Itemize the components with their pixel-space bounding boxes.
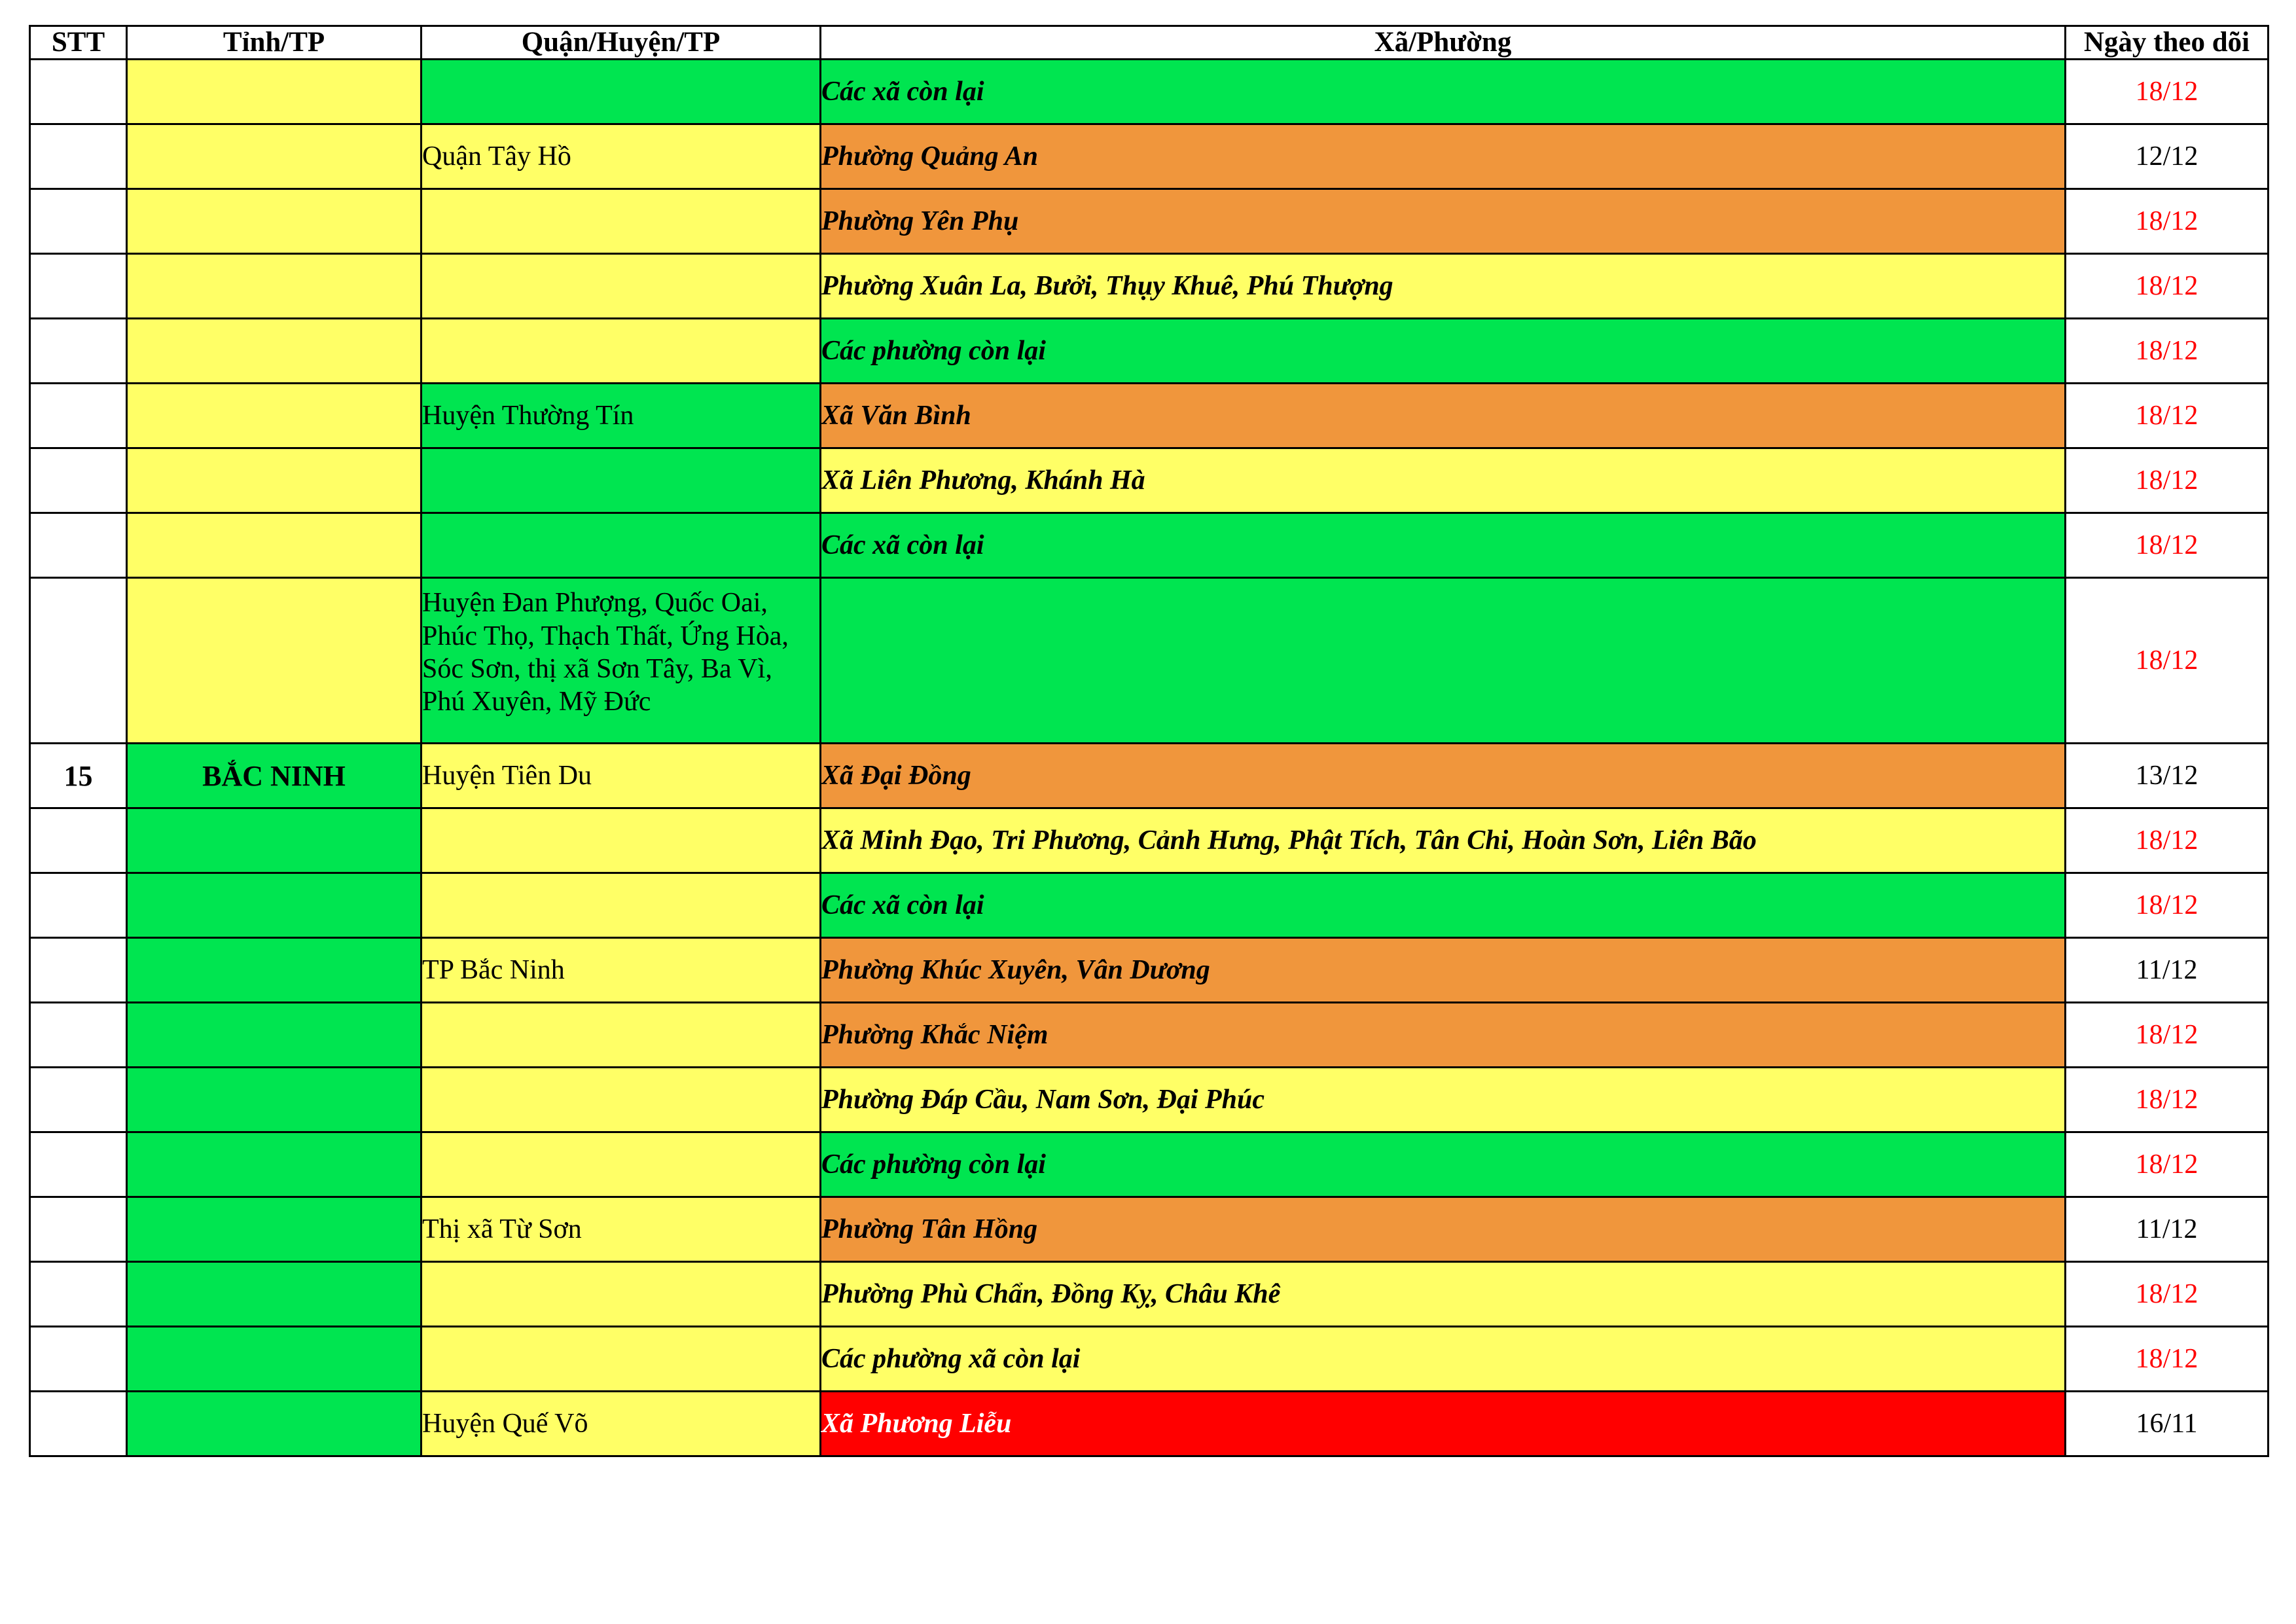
cell-district xyxy=(422,513,821,578)
cell-ward: Các xã còn lại xyxy=(821,60,2066,124)
cell-district xyxy=(422,1003,821,1068)
cell-province xyxy=(127,1197,422,1262)
column-header-district: Quận/Huyện/TP xyxy=(422,26,821,60)
cell-district: TP Bắc Ninh xyxy=(422,938,821,1003)
cell-stt xyxy=(30,1392,127,1456)
cell-district xyxy=(422,873,821,938)
cell-ward: Xã Đại Đồng xyxy=(821,744,2066,808)
cell-ward: Các xã còn lại xyxy=(821,873,2066,938)
epidemic-level-table xyxy=(29,25,2269,1457)
cell-ward: Phường Khắc Niệm xyxy=(821,1003,2066,1068)
table-row xyxy=(30,1003,2269,1068)
table-row xyxy=(30,1262,2269,1327)
cell-district xyxy=(422,1262,821,1327)
cell-date: 18/12 xyxy=(2066,1068,2269,1132)
cell-ward: Các xã còn lại xyxy=(821,513,2066,578)
cell-province xyxy=(127,1327,422,1392)
cell-stt: 15 xyxy=(30,744,127,808)
cell-district: Huyện Thường Tín xyxy=(422,384,821,448)
cell-stt xyxy=(30,60,127,124)
cell-date: 16/11 xyxy=(2066,1392,2269,1456)
cell-province xyxy=(127,808,422,873)
table-row xyxy=(30,60,2269,124)
cell-stt xyxy=(30,319,127,384)
cell-stt xyxy=(30,513,127,578)
cell-stt xyxy=(30,254,127,319)
cell-province xyxy=(127,513,422,578)
cell-district: Quận Tây Hồ xyxy=(422,124,821,189)
cell-province xyxy=(127,1132,422,1197)
cell-ward: Phường Xuân La, Bưởi, Thụy Khuê, Phú Thượng xyxy=(821,254,2066,319)
cell-date: 12/12 xyxy=(2066,124,2269,189)
cell-stt xyxy=(30,1068,127,1132)
table-row xyxy=(30,384,2269,448)
cell-date: 18/12 xyxy=(2066,319,2269,384)
cell-date: 18/12 xyxy=(2066,1262,2269,1327)
table-row xyxy=(30,1197,2269,1262)
cell-province xyxy=(127,319,422,384)
column-header-province: Tỉnh/TP xyxy=(127,26,422,60)
column-header-stt: STT xyxy=(30,26,127,60)
table-row xyxy=(30,1068,2269,1132)
cell-stt xyxy=(30,873,127,938)
cell-date: 18/12 xyxy=(2066,1003,2269,1068)
cell-district: Huyện Đan Phượng, Quốc Oai, Phúc Thọ, Thạch Thất, Ứng Hòa, Sóc Sơn, thị xã Sơn Tây, Ba Vì, Phú Xuyên, Mỹ Đức xyxy=(422,578,821,744)
table-row xyxy=(30,1392,2269,1456)
cell-date: 18/12 xyxy=(2066,873,2269,938)
cell-stt xyxy=(30,189,127,254)
cell-date: 11/12 xyxy=(2066,1197,2269,1262)
cell-province xyxy=(127,448,422,513)
table-row xyxy=(30,319,2269,384)
cell-stt xyxy=(30,384,127,448)
cell-district xyxy=(422,1132,821,1197)
table-header-row xyxy=(30,26,2269,60)
cell-stt xyxy=(30,1132,127,1197)
cell-district: Thị xã Từ Sơn xyxy=(422,1197,821,1262)
cell-ward: Các phường xã còn lại xyxy=(821,1327,2066,1392)
cell-stt xyxy=(30,124,127,189)
cell-stt xyxy=(30,1262,127,1327)
cell-ward: Các phường còn lại xyxy=(821,319,2066,384)
cell-province xyxy=(127,873,422,938)
cell-province: BẮC NINH xyxy=(127,744,422,808)
cell-ward: Phường Đáp Cầu, Nam Sơn, Đại Phúc xyxy=(821,1068,2066,1132)
table-row xyxy=(30,578,2269,744)
cell-province xyxy=(127,938,422,1003)
cell-province xyxy=(127,254,422,319)
cell-district xyxy=(422,189,821,254)
cell-stt xyxy=(30,1327,127,1392)
cell-ward xyxy=(821,578,2066,744)
table-row xyxy=(30,873,2269,938)
cell-district xyxy=(422,60,821,124)
cell-province xyxy=(127,1392,422,1456)
cell-province xyxy=(127,578,422,744)
column-header-date: Ngày theo dõi xyxy=(2066,26,2269,60)
table-row xyxy=(30,254,2269,319)
cell-province xyxy=(127,384,422,448)
cell-ward: Phường Yên Phụ xyxy=(821,189,2066,254)
cell-date: 18/12 xyxy=(2066,254,2269,319)
cell-ward: Phường Phù Chẩn, Đồng Kỵ, Châu Khê xyxy=(821,1262,2066,1327)
cell-date: 18/12 xyxy=(2066,808,2269,873)
cell-date: 18/12 xyxy=(2066,384,2269,448)
column-header-ward: Xã/Phường xyxy=(821,26,2066,60)
table-row xyxy=(30,124,2269,189)
cell-date: 18/12 xyxy=(2066,578,2269,744)
cell-date: 18/12 xyxy=(2066,1132,2269,1197)
cell-stt xyxy=(30,1197,127,1262)
cell-district: Huyện Quế Võ xyxy=(422,1392,821,1456)
cell-ward: Xã Phương Liễu xyxy=(821,1392,2066,1456)
cell-ward: Xã Văn Bình xyxy=(821,384,2066,448)
cell-province xyxy=(127,60,422,124)
table-row xyxy=(30,513,2269,578)
cell-date: 18/12 xyxy=(2066,1327,2269,1392)
cell-province xyxy=(127,1068,422,1132)
cell-district xyxy=(422,808,821,873)
cell-district xyxy=(422,319,821,384)
cell-date: 18/12 xyxy=(2066,513,2269,578)
table-row xyxy=(30,448,2269,513)
cell-district xyxy=(422,254,821,319)
cell-stt xyxy=(30,448,127,513)
table-row xyxy=(30,189,2269,254)
cell-district xyxy=(422,1327,821,1392)
cell-ward: Xã Liên Phương, Khánh Hà xyxy=(821,448,2066,513)
cell-date: 18/12 xyxy=(2066,448,2269,513)
cell-date: 13/12 xyxy=(2066,744,2269,808)
cell-ward: Phường Tân Hồng xyxy=(821,1197,2066,1262)
cell-stt xyxy=(30,808,127,873)
table-row xyxy=(30,1327,2269,1392)
cell-date: 18/12 xyxy=(2066,60,2269,124)
cell-district xyxy=(422,448,821,513)
cell-ward: Phường Quảng An xyxy=(821,124,2066,189)
cell-district: Huyện Tiên Du xyxy=(422,744,821,808)
cell-stt xyxy=(30,938,127,1003)
cell-stt xyxy=(30,578,127,744)
table-row xyxy=(30,938,2269,1003)
cell-district xyxy=(422,1068,821,1132)
cell-date: 11/12 xyxy=(2066,938,2269,1003)
table-row xyxy=(30,808,2269,873)
cell-province xyxy=(127,1262,422,1327)
cell-province xyxy=(127,124,422,189)
table-header xyxy=(30,26,2269,60)
cell-stt xyxy=(30,1003,127,1068)
cell-province xyxy=(127,1003,422,1068)
table-row xyxy=(30,744,2269,808)
cell-ward: Phường Khúc Xuyên, Vân Dương xyxy=(821,938,2066,1003)
table-row xyxy=(30,1132,2269,1197)
cell-ward: Các phường còn lại xyxy=(821,1132,2066,1197)
cell-province xyxy=(127,189,422,254)
cell-ward: Xã Minh Đạo, Tri Phương, Cảnh Hưng, Phật Tích, Tân Chi, Hoàn Sơn, Liên Bão xyxy=(821,808,2066,873)
table-body xyxy=(30,60,2269,1456)
cell-date: 18/12 xyxy=(2066,189,2269,254)
